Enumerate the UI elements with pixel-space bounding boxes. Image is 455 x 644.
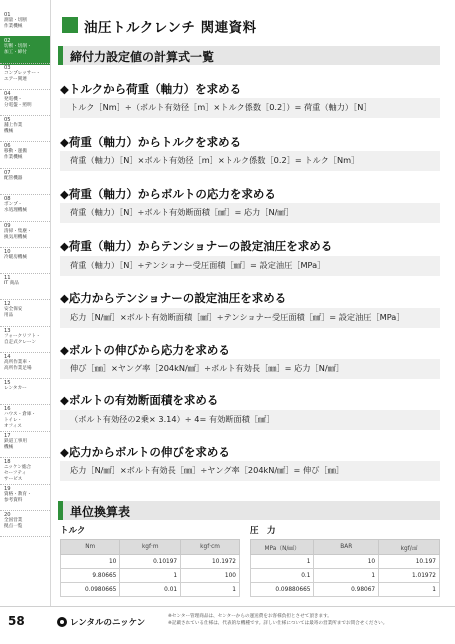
sidebar-item-16[interactable] [0,404,50,433]
sidebar-item-label: レンタカー [4,386,27,391]
sidebar-item-number: 07 [4,170,11,176]
sidebar-item-02[interactable] [0,36,50,65]
sidebar-item-label: 清掃・集塵・ 換気用機械 [4,229,32,240]
sidebar-item-label: 冷暖房機械 [4,255,27,260]
pressure-conversion-table [250,539,440,597]
sidebar-item-number: 17 [4,433,11,439]
table-cell: 10.197 [379,555,440,569]
sidebar-item-number: 15 [4,380,11,386]
sidebar-item-number: 16 [4,406,11,412]
sidebar-item-label: コンプレッサー・ エアー関連 [4,71,41,82]
footer-divider [0,606,455,607]
formula-text: 応力［N/㎟］×ボルト有効長［㎜］÷ヤング率［204kN/㎟］= 伸び［㎜］ [70,465,344,475]
sidebar-item-10[interactable] [0,247,50,275]
sidebar-item-label: ハウス・倉庫・ トイレ・ オフィス [4,412,37,429]
footer-note: ※記載されている仕様は、代表的な機種です。詳しい仕様については最寄の営業所までお問合せください。 [168,621,388,626]
sidebar-item-label: 舗上作業 機械 [4,123,23,134]
section-title-formulas: 締付力設定値の計算式一覧 [70,50,215,64]
sidebar-item-03[interactable] [0,63,50,91]
table-cell: 10 [314,555,379,569]
formula-text: 荷重（軸力）［N］÷テンショナー受圧面積［㎟］= 設定油圧［MPa］ [70,260,326,270]
footer-notes [168,613,387,627]
sidebar-item-label: フォークリフト・ 自走式クレーン [4,334,41,345]
sidebar-item-number: 18 [4,459,11,465]
table-cell: 0.1 [251,569,314,583]
sidebar-item-06[interactable] [0,141,50,170]
sidebar-item-12[interactable] [0,299,50,328]
table-row [251,569,440,583]
formula-text: （ボルト有効径の2乗× 3.14）÷ 4= 有効断面積［㎟］ [70,414,275,424]
formula-text: 荷重（軸力）［N］×ボルト有効径［m］×トルク係数［0.2］= トルク［Nm］ [70,155,360,165]
table-row [61,555,240,569]
table-row [251,583,440,597]
sidebar-item-19[interactable] [0,484,50,512]
table-cell: 0.09880665 [251,583,314,597]
formula-box [60,256,440,276]
sidebar-item-label: ニッケン総合 セーフティ サービス [4,465,32,482]
sidebar-item-label: 配管機器 [4,176,23,181]
formula-box [60,151,440,171]
formula-heading: ◆トルクから荷重（軸力）を求める [60,82,242,96]
table-header: BAR [314,540,379,555]
torque-conversion-table [60,539,240,597]
table-header: MPa（N/㎟） [251,540,314,555]
formula-box [60,203,440,223]
sidebar-item-label: 発電機・ 分電盤・照明 [4,97,32,108]
sidebar-item-11[interactable] [0,273,50,301]
sidebar-item-label: IT 商品 [4,281,19,286]
sidebar-item-05[interactable] [0,115,50,143]
sidebar-item-label: 鉄道工事用 機械 [4,439,27,450]
sidebar-item-07[interactable] [0,168,50,196]
sidebar-item-number: 19 [4,486,11,492]
formula-text: トルク［Nm］÷（ボルト有効径［m］×トルク係数［0.2］）= 荷重（軸力）［N］ [70,102,372,112]
table-cell: 0.10197 [120,555,181,569]
sidebar-divider-line [50,0,51,606]
sidebar-item-label: 切断・切削・ 加工・締付 [4,44,32,55]
title-marker [62,17,78,33]
sidebar-item-01[interactable] [0,10,50,38]
page-title: 油圧トルクレンチ 関連資料 [84,20,257,36]
formula-box [60,359,440,379]
sidebar-item-number: 06 [4,143,11,149]
sidebar-item-04[interactable] [0,89,50,117]
category-sidebar [0,0,50,606]
table-row [251,555,440,569]
table-cell: 1 [120,569,181,583]
sidebar-item-09[interactable] [0,221,50,249]
sidebar-item-number: 01 [4,12,11,18]
company-logo-text: レンタルのニッケン [70,618,146,628]
formula-box [60,461,440,481]
table-cell: 1 [314,569,379,583]
page-number: 58 [8,614,25,628]
table-cell: 100 [181,569,240,583]
section-marker [58,46,63,65]
nikken-logo-icon [57,617,67,627]
sidebar-separator [0,536,50,537]
sidebar-item-label: 測量・切断 作業機械 [4,18,27,29]
table-cell: 10.1972 [181,555,240,569]
formula-box [60,410,440,430]
sidebar-item-number: 10 [4,249,11,255]
formula-heading: ◆ボルトの有効断面積を求める [60,393,219,407]
sidebar-item-label: 安全保安 用品 [4,307,23,318]
sidebar-item-label: ポンプ・ 水処理機械 [4,202,27,213]
sidebar-item-number: 14 [4,354,11,360]
section-marker [58,501,63,520]
table-cell: 9.80665 [61,569,120,583]
sidebar-item-18[interactable] [0,457,50,486]
table-header: kgf·m [120,540,181,555]
table-header: Nm [61,540,120,555]
sidebar-item-label: 高所作業車・ 高所作業足場 [4,360,32,371]
table-cell: 1.01972 [379,569,440,583]
table-row [61,569,240,583]
sidebar-item-number: 11 [4,275,11,281]
table-header: kgf/㎠ [379,540,440,555]
sidebar-item-number: 05 [4,117,11,123]
formula-heading: ◆荷重（軸力）からボルトの応力を求める [60,187,276,201]
formula-text: 荷重（軸力）［N］÷ボルト有効断面積［㎟］= 応力［N/㎟］ [70,207,294,217]
sidebar-item-number: 13 [4,328,11,334]
formula-heading: ◆応力からボルトの伸びを求める [60,445,230,459]
sidebar-item-label: 全国営業 拠点一覧 [4,518,23,529]
section-title-units: 単位換算表 [70,505,131,519]
formula-heading: ◆応力からテンショナーの設定油圧を求める [60,291,287,305]
formula-text: 応力［N/㎟］×ボルト有効断面積［㎟］÷テンショナー受圧面積［㎟］= 設定油圧［MPa］ [70,312,405,322]
table-cell: 1 [379,583,440,597]
sidebar-item-number: 12 [4,301,11,307]
table-cell: 1 [251,555,314,569]
sidebar-item-number: 20 [4,512,11,518]
formula-box [60,98,440,118]
sidebar-item-17[interactable] [0,431,50,459]
sidebar-item-number: 03 [4,65,11,71]
section-header-formulas [58,46,440,65]
sidebar-item-20[interactable] [0,510,50,538]
table-row [61,583,240,597]
formula-box [60,308,440,328]
sidebar-item-number: 08 [4,196,11,202]
sidebar-item-label: 移動・運搬 作業機械 [4,149,27,160]
sidebar-item-14[interactable] [0,352,50,380]
sidebar-item-15[interactable] [0,378,50,406]
table-header: kgf·cm [181,540,240,555]
table-cell: 1 [181,583,240,597]
torque-table-label: トルク [60,526,86,536]
table-cell: 10 [61,555,120,569]
sidebar-item-number: 02 [4,38,11,44]
formula-heading: ◆荷重（軸力）からテンショナーの設定油圧を求める [60,239,333,253]
table-cell: 0.98067 [314,583,379,597]
formula-heading: ◆ボルトの伸びから応力を求める [60,343,230,357]
sidebar-item-13[interactable] [0,326,50,354]
sidebar-item-08[interactable] [0,194,50,223]
sidebar-item-number: 09 [4,223,11,229]
section-header-units [58,501,440,520]
table-cell: 0.01 [120,583,181,597]
sidebar-item-number: 04 [4,91,11,97]
formula-text: 伸び［㎜］×ヤング率［204kN/㎟］÷ボルト有効長［㎜］= 応力［N/㎟］ [70,363,344,373]
formula-heading: ◆荷重（軸力）からトルクを求める [60,135,242,149]
footer-note: ※センター管理商品は、センターからの運送費をお客様負担とさせて頂きます。 [168,614,332,619]
table-cell: 0.0980665 [61,583,120,597]
pressure-table-label: 圧 力 [250,526,276,536]
sidebar-item-label: 資格・教育・ 参考資料 [4,492,32,503]
